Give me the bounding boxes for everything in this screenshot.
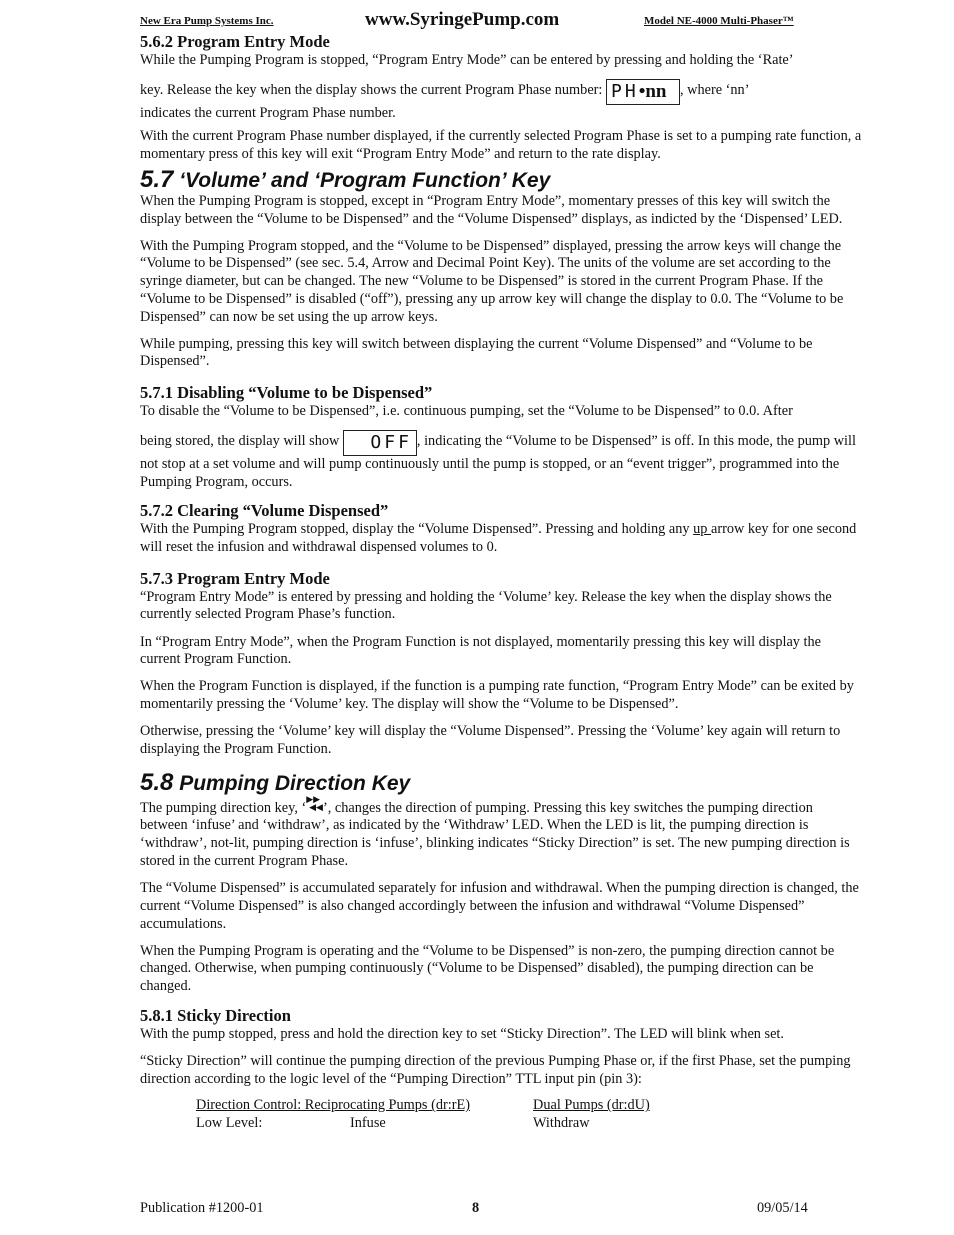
paragraph: In “Program Entry Mode”, when the Program Function is not displayed, momentarily pressing this key will display the current Program Function. — [140, 633, 821, 668]
text: , where ‘nn’ — [680, 81, 750, 98]
text: key. Release the key when the display shows the current Program Phase number: — [140, 81, 603, 98]
direction-control-table — [196, 1097, 863, 1132]
paragraph: When the Program Function is displayed, if the function is a pumping rate function, “Program Entry Mode” can be exited by momentarily pressing the ‘Volume’ key. The display will show the “Volume to be Dispensed”. — [140, 678, 854, 713]
direction-arrows-icon: ▶▶ ◀◀ — [306, 794, 323, 813]
table-header: Dual Pumps (dr:dU) — [533, 1097, 650, 1114]
paragraph — [140, 52, 863, 122]
text: , indicating the “Volume to be Dispensed” is off. In this mode, the pump will not stop at a set volume and will pump continuously until the pump is stopped, or an “event trigger”, programmed into the Pumping Program, occurs. — [140, 432, 856, 490]
footer-date: 09/05/14 — [757, 1200, 808, 1216]
heading-5-7-2: 5.7.2 Clearing “Volume Dispensed” — [140, 501, 389, 521]
heading-5-8: 5.8 Pumping Direction Key — [140, 768, 411, 796]
text: being stored, the display will show — [140, 432, 340, 449]
header-company: New Era Pump Systems Inc. — [140, 15, 274, 27]
paragraph: With the pump stopped, press and hold the direction key to set “Sticky Direction”. The LED will blink when set. — [140, 1025, 784, 1042]
heading-5-7-1: 5.7.1 Disabling “Volume to be Dispensed” — [140, 383, 433, 403]
text: indicates the current Program Phase number. — [140, 104, 396, 121]
heading-5-8-1: 5.8.1 Sticky Direction — [140, 1005, 291, 1025]
paragraph: The pumping direction key, ‘▶▶ ◀◀’, changes the direction of pumping. Pressing this key switches the pumping direction between ‘infuse’ and ‘withdraw’, as indicated by the ‘Withdraw’ LED. When the LED is lit, the pumping direction is ‘withdraw’, not-lit, pumping direction is ‘infuse’, blinking indicates “Sticky Direction” is set. The new pumping direction is stored in the current Program Phase. — [140, 794, 850, 869]
table-header: Direction Control: Reciprocating Pumps (dr:rE) — [196, 1097, 470, 1114]
paragraph: With the Pumping Program stopped, and the “Volume to be Dispensed” displayed, pressing the arrow keys will change the “Volume to be Dispensed” (see sec. 5.4, Arrow and Decimal Point Key). The units of the volume are set according to the syringe diameter, but can be changed. The new “Volume to be Dispensed” is stored in the current Program Phase. If the “Volume to be Dispensed” is disabled (“off”), pressing any up arrow key will change the display to 0.0. The “Volume to be Dispensed” can now be set using the up arrow keys. — [140, 237, 844, 325]
lcd-display-phase: PH•nn — [606, 79, 680, 105]
lcd-display-off: OFF — [343, 430, 417, 456]
paragraph: “Sticky Direction” will continue the pumping direction of the previous Pumping Phase or, if the first Phase, set the pumping direction according to the logic level of the “Pumping Direction” TTL input pin (pin 3): — [140, 1053, 851, 1087]
table-cell: Withdraw — [533, 1115, 590, 1132]
heading-5-7-3: 5.7.3 Program Entry Mode — [140, 568, 330, 588]
paragraph: With the Pumping Program stopped, display the “Volume Dispensed”. Pressing and holding any up arrow key for one second will reset the infusion and withdrawal dispensed volumes to 0. — [140, 521, 857, 555]
heading-5-6-2: 5.6.2 Program Entry Mode — [140, 32, 330, 51]
footer-page-number: 8 — [472, 1200, 480, 1216]
paragraph: When the Pumping Program is stopped, except in “Program Entry Mode”, momentary presses of this key will switch the display between the “Volume to be Dispensed” and the “Volume Dispensed” displays, as indicted by the ‘Dispensed’ LED. — [140, 192, 843, 227]
paragraph: While pumping, pressing this key will switch between displaying the current “Volume Dispensed” and “Volume to be Dispensed”. — [140, 335, 813, 370]
header-website: www.SyringePump.com — [365, 9, 560, 30]
footer-publication: Publication #1200-01 — [140, 1200, 264, 1216]
heading-5-7: 5.7 ‘Volume’ and ‘Program Function’ Key — [140, 165, 551, 193]
header-model: Model NE-4000 Multi-Phaser™ — [644, 15, 794, 27]
table-cell: Low Level: — [196, 1115, 263, 1132]
paragraph: Otherwise, pressing the ‘Volume’ key will display the “Volume Dispensed”. Pressing the ‘Volume’ key again will return to displaying the Program Function. — [140, 723, 841, 758]
paragraph: “Program Entry Mode” is entered by pressing and holding the ‘Volume’ key. Release the key when the display shows the currently selected Program Phase’s function. — [140, 588, 832, 623]
paragraph: The “Volume Dispensed” is accumulated separately for infusion and withdrawal. When the pumping direction is changed, the current “Volume Dispensed” is also changed accordingly between the infusion and withdrawal “Volume Dispensed” accumulations. — [140, 880, 859, 932]
text: To disable the “Volume to be Dispensed”, i.e. continuous pumping, set the “Volume to be Dispensed” to 0.0. After — [140, 403, 793, 420]
table-cell: Infuse — [350, 1115, 386, 1132]
paragraph — [140, 403, 863, 491]
text: While the Pumping Program is stopped, “Program Entry Mode” can be entered by pressing and holding the ‘Rate’ — [140, 52, 794, 68]
paragraph: With the current Program Phase number displayed, if the currently selected Program Phase is set to a pumping rate function, a momentary press of this key will exit “Program Entry Mode” and return to the rate display. — [140, 128, 862, 163]
paragraph: When the Pumping Program is operating and the “Volume to be Dispensed” is non-zero, the pumping direction cannot be changed. Otherwise, when pumping continuously (“Volume to be Dispensed” disabled), the pumping direction can be changed. — [140, 942, 835, 995]
page-content — [140, 32, 863, 1133]
